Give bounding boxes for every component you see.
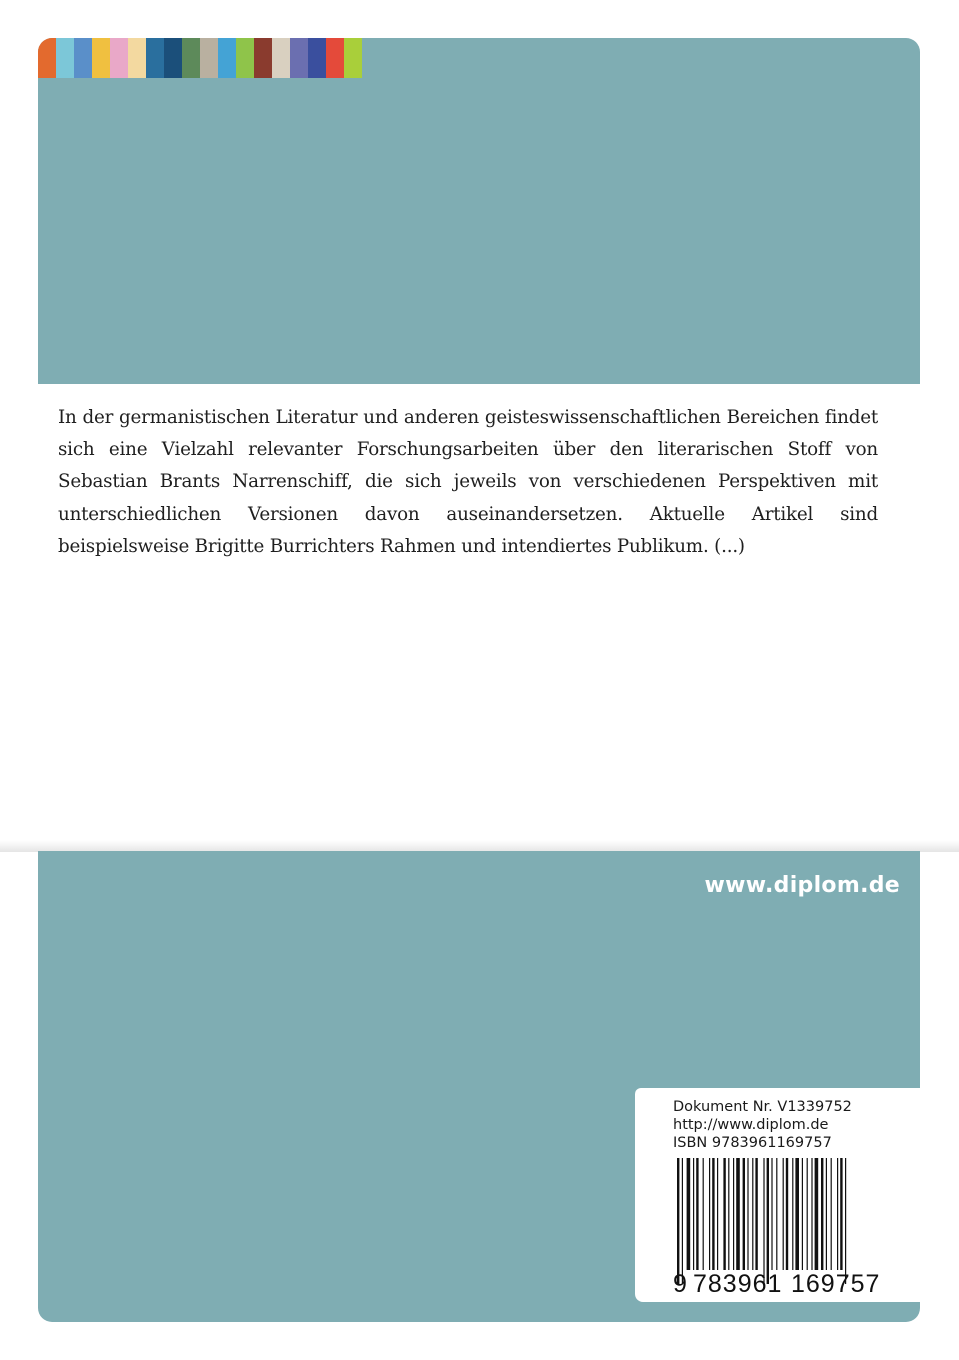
barcode-bar: [767, 1158, 769, 1284]
color-stripe: [128, 38, 146, 78]
barcode-bar: [763, 1158, 764, 1284]
barcode-bar: [776, 1158, 777, 1270]
barcode-bar: [826, 1158, 827, 1270]
barcode-digits: 169757: [791, 1270, 881, 1294]
color-stripe: [344, 38, 362, 78]
barcode-bar: [747, 1158, 748, 1270]
barcode-bar: [837, 1158, 838, 1270]
color-stripe: [92, 38, 110, 78]
barcode-bar: [811, 1158, 812, 1270]
barcode-bar: [755, 1158, 757, 1270]
color-stripe: [38, 38, 56, 78]
color-stripe: [254, 38, 272, 78]
top-color-panel: [38, 38, 920, 384]
color-stripe: [182, 38, 200, 78]
bottom-color-panel: [38, 851, 920, 1322]
color-stripe: [110, 38, 128, 78]
color-stripe: [74, 38, 92, 78]
color-stripe: [308, 38, 326, 78]
barcode-bar: [821, 1158, 823, 1270]
barcode-bar: [687, 1158, 691, 1270]
color-stripe: [146, 38, 164, 78]
barcode-bar: [728, 1158, 729, 1270]
isbn-number: ISBN 9783961169757: [673, 1135, 832, 1151]
barcode-bar: [831, 1158, 832, 1270]
barcode-bar: [783, 1158, 784, 1270]
barcode-bar: [807, 1158, 808, 1270]
barcode-bar: [840, 1158, 842, 1270]
barcode-bar: [693, 1158, 694, 1270]
color-stripe: [236, 38, 254, 78]
barcode-bar: [786, 1158, 788, 1270]
barcode-bar: [717, 1158, 718, 1270]
color-stripe: [290, 38, 308, 78]
barcode-bar: [682, 1158, 683, 1284]
publisher-website: http://www.diplom.de: [673, 1117, 829, 1133]
barcode-bar: [696, 1158, 698, 1270]
barcode: [673, 1158, 901, 1294]
book-description: In der germanistischen Literatur und anderen geisteswissenschaftlichen Bereichen findet sich eine Vielzahl relevanter Forschungsarbeiten über den literarischen Stoff von Sebastian Brants Narrenschiff, die sich jeweils von verschiedenen Perspektiven mit unterschiedlichen Versionen davon auseinandersetzen. Aktuelle Artikel sind beispielsweise Brigitte Burrichters Rahmen und intendiertes Publikum. (...): [58, 407, 878, 557]
color-stripe: [200, 38, 218, 78]
barcode-bar: [771, 1158, 772, 1270]
barcode-digits: 9: [673, 1270, 688, 1294]
barcode-bar: [795, 1158, 799, 1270]
barcode-bar: [802, 1158, 803, 1270]
series-color-strip: [38, 38, 362, 78]
barcode-bar: [677, 1158, 679, 1284]
barcode-bar: [743, 1158, 745, 1270]
barcode-bar: [792, 1158, 793, 1270]
color-stripe: [326, 38, 344, 78]
barcode-bar: [815, 1158, 819, 1270]
publisher-url[interactable]: www.diplom.de: [704, 873, 900, 898]
color-stripe: [164, 38, 182, 78]
barcode-bar: [845, 1158, 846, 1284]
barcode-bar: [712, 1158, 714, 1270]
color-stripe: [56, 38, 74, 78]
color-stripe: [218, 38, 236, 78]
barcode-bar: [703, 1158, 704, 1270]
document-number: Dokument Nr. V1339752: [673, 1099, 852, 1115]
barcode-bar: [723, 1158, 725, 1270]
barcode-bar: [752, 1158, 753, 1270]
barcode-bar: [736, 1158, 740, 1270]
isbn-box: [635, 1088, 920, 1302]
barcode-digits: 783961: [693, 1270, 783, 1294]
barcode-bar: [733, 1158, 734, 1270]
barcode-bar: [709, 1158, 710, 1270]
color-stripe: [272, 38, 290, 78]
